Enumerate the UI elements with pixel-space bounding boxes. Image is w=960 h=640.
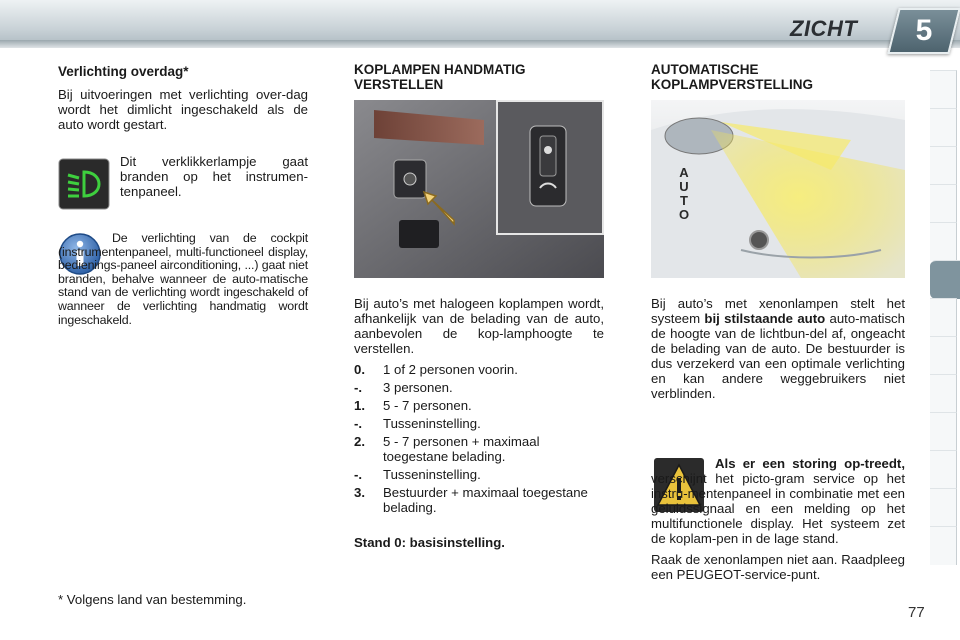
chapter-number: 5	[915, 14, 933, 47]
heading-manual-adjust-line2: VERSTELLEN	[354, 77, 444, 92]
chapter-tab[interactable]	[930, 184, 957, 223]
automatic-adjust-text	[651, 296, 905, 407]
heading-automatic-line1: AUTOMATISCHE	[651, 62, 759, 77]
page-number: 77	[908, 604, 925, 621]
chapter-tab[interactable]	[930, 222, 957, 261]
xenon-caution: Raak de xenonlampen niet aan. Raadpleeg een PEUGEOT-service-punt.	[651, 552, 905, 582]
manual-adjust-intro: Bij auto’s met halogeen koplampen wordt, afhankelijk van de belading van de auto, aanbevolen de kop-lamphoogte te verstellen.	[354, 296, 604, 356]
fault-warning-text: Als er een storing op-treedt, verschijnt het picto-gram service op het instru-mentenpaneel in combinatie met een geluidssignaal en een melding op het multifunctionele display. Het systeem zet de koplam-pen in de lage stand.	[651, 456, 905, 546]
list-item: -. Tusseninstelling.	[354, 467, 481, 482]
daytime-intro: Bij uitvoeringen met verlichting over-dag wordt het dimlicht ingeschakeld als de auto wordt gestart.	[58, 87, 308, 132]
column-daytime-lights	[58, 64, 308, 138]
chapter-tab[interactable]	[930, 146, 957, 185]
heading-automatic-line2: KOPLAMPVERSTELLING	[651, 77, 814, 92]
automatic-intro: Bij auto’s met xenonlampen stelt het systeem bij stilstaande auto auto-matisch de hoogte van de lichtbun-del af, ongeacht de belading van de auto. De bestuurder is dus verzekerd van een optimale verlichting en kan andere weggebruikers niet verblinden.	[651, 296, 905, 401]
fault-warning	[651, 456, 905, 588]
chapter-tab[interactable]	[930, 450, 957, 489]
base-setting-note: Stand 0: basisinstelling.	[354, 535, 505, 550]
info-note-text: De verlichting van de cockpit (instrumentenpaneel, multi-functioneel display, bedienings-paneel airconditioning, ...) gaat niet branden, behalve wanneer de auto-matische stand van de verlichting wordt ingeschakeld of wanneer de verlichting handmatig wordt ingeschakeld.	[58, 231, 308, 327]
chapter-tab[interactable]	[930, 526, 957, 565]
footnote-text: * Volgens land van bestemming.	[58, 592, 247, 607]
manual-adjust-text	[354, 296, 604, 556]
chapter-tab[interactable]	[930, 374, 957, 413]
chapter-tab[interactable]	[930, 336, 957, 375]
chapter-tabs	[930, 70, 960, 580]
heading-daytime-lights: Verlichting overdag*	[58, 64, 189, 79]
list-item: 0. 1 of 2 personen voorin.	[354, 362, 518, 377]
chapter-tab[interactable]	[930, 70, 957, 109]
list-item: -. 3 personen.	[354, 380, 453, 395]
dashboard-switch-photo	[354, 100, 604, 278]
info-note	[58, 232, 308, 333]
heading-manual-adjust-line1: KOPLAMPEN HANDMATIG	[354, 62, 526, 77]
chapter-tab[interactable]	[930, 108, 957, 147]
column-manual-adjust	[354, 62, 604, 92]
footnote	[58, 592, 318, 613]
auto-badge: AUTO	[678, 165, 690, 222]
column-automatic-adjust	[651, 62, 905, 92]
lamp-note-text: Dit verklikkerlampje gaat branden op het instrumen-tenpaneel.	[120, 154, 308, 199]
headlamp-indicator-icon	[58, 158, 110, 210]
load-steps-list	[354, 362, 604, 515]
chapter-tab[interactable]	[930, 298, 957, 337]
chapter-tab-active[interactable]	[930, 260, 960, 299]
chapter-title: ZICHT	[790, 16, 858, 41]
chapter-tab[interactable]	[930, 488, 957, 527]
lamp-note	[120, 154, 308, 205]
list-item: 1. 5 - 7 personen.	[354, 398, 472, 413]
list-item: -. Tusseninstelling.	[354, 416, 481, 431]
chapter-tab[interactable]	[930, 412, 957, 451]
list-item: 2. 5 - 7 personen + maximaal toegestane belading.	[354, 434, 540, 464]
list-item: 3. Bestuurder + maximaal toegestane belading.	[354, 485, 588, 515]
chapter-number-badge	[887, 8, 960, 54]
